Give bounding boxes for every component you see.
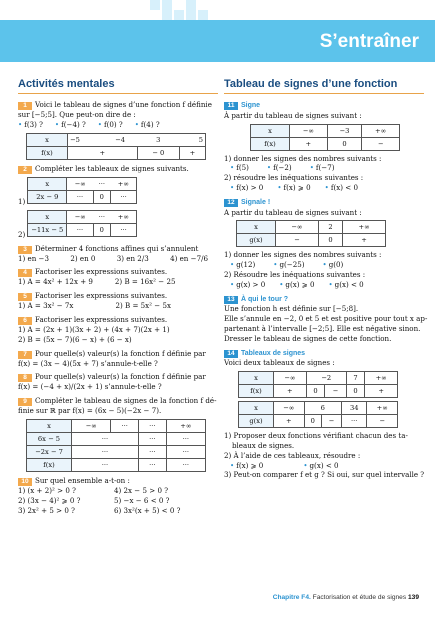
table-cell: −∞: [290, 124, 328, 137]
page-banner: [0, 0, 435, 62]
exercise-number: 12: [224, 199, 238, 207]
table-cell: −∞: [276, 221, 319, 234]
table-cell: ···: [341, 415, 366, 428]
list-item: f(0) ?: [103, 119, 123, 129]
table-cell: 2: [318, 221, 342, 234]
table-cell: −4: [103, 133, 137, 146]
decor-square: [174, 10, 184, 20]
table-cell: ···: [166, 445, 205, 458]
left-column: [18, 78, 218, 519]
chapter-label: Chapitre F4.: [272, 594, 311, 601]
list-item: 2) B = 16x² − 25: [114, 277, 176, 287]
table-cell: +∞: [362, 124, 400, 137]
question-text: bleaux de signes.: [232, 440, 295, 450]
table-cell: 0: [93, 223, 110, 236]
list-item: g(0): [328, 260, 344, 270]
exercise-text: Déterminer 4 fonctions affines qui s’annulent: [35, 243, 199, 253]
table-cell: +: [179, 146, 205, 159]
exercise-number: 13: [224, 296, 238, 304]
table-cell: +∞: [365, 372, 398, 385]
list-item: 4) 2x − 5 > 0 ?: [114, 485, 169, 495]
list-item: 2) B = 5x² − 5x: [115, 301, 171, 311]
exercise-text: Voici le tableau de signes d’une fonction f définie: [35, 100, 212, 109]
list-item: g(x) > 0: [236, 279, 266, 289]
list-item: f(−4) ?: [61, 119, 86, 129]
table-cell: 0: [93, 190, 110, 203]
table-cell: − 0: [137, 146, 179, 159]
table-cell: 0: [318, 234, 342, 247]
section-heading: Tableau de signes d’une fonction: [224, 78, 424, 94]
section-heading: Activités mentales: [18, 78, 218, 94]
sign-table: [250, 124, 400, 151]
list-item: 6) 3x²(x + 5) < 0 ?: [114, 505, 181, 515]
table-cell: +∞: [166, 419, 205, 432]
table-cell: +∞: [110, 210, 136, 223]
exercise-text: Sur quel ensemble a-t-on :: [35, 475, 130, 485]
list-item: f(3) ?: [24, 119, 43, 129]
sign-table: [26, 419, 206, 472]
exercise-text: A partir du tableau de signes suivant :: [224, 207, 362, 217]
exercise-11: 11 Signe À partir du tableau de signes suivant : x −∞ −3 +∞ f(x) + 0 − 1) donner les signes des nombres suivants : • f(5) • f(−2) • f(−7) 2) résoudre les inéquations suivantes : • f(x) > 0 • f(x) ⩾ 0 • f(x) < 0: [224, 100, 424, 193]
table-cell: g(x): [239, 415, 274, 428]
table-cell: −∞: [67, 210, 93, 223]
exercise-number: 7: [18, 351, 32, 359]
table-cell: 6: [304, 402, 341, 415]
list-item: f(x) ⩾ 0: [236, 460, 264, 470]
table-cell: ···: [166, 458, 205, 471]
exercise-12: 12 Signale ! A partir du tableau de signes suivant : x −∞ 2 +∞ g(x) − 0 + 1) donner les signes des nombres suivants : • g(12) • g(−25) • g(0) 2) Résoudre les inéquations suivantes : • g(x) > 0 • g(x) ⩾ 0 • g(x) < 0: [224, 197, 424, 290]
table-cell: x: [28, 177, 67, 190]
exercise-title: Signale !: [241, 198, 271, 206]
list-item: 4) en −7/6: [170, 253, 208, 263]
table-cell: +∞: [343, 221, 386, 234]
list-item: g(x) < 0: [334, 279, 364, 289]
page-footer: [273, 594, 419, 601]
question-text: 2) À l’aide de ces tableaux, résoudre :: [224, 450, 361, 460]
exercise-text: Factoriser les expressions suivantes.: [35, 314, 168, 324]
table-cell: 0: [304, 415, 321, 428]
exercise-14: 14 Tableaux de signes Voici deux tableaux de signes : x −∞ −2 7 +∞ f(x) + 0 − 0 + x −∞ 6 34 +∞ g(x) + 0 − ··· − 1) Proposer deux fonctions vérifiant chacun des ta- bleaux de signes. 2) À l’aide de ces tableaux, résoudre : • f(x) ⩾ 0 • g(x) < 0 3) Peut-on comparer f et g ? Si oui, sur quel intervalle ?: [224, 349, 425, 480]
table-cell: −∞: [274, 402, 305, 415]
table-cell: −11x − 5: [28, 223, 67, 236]
item-label: 1): [18, 196, 26, 206]
table-cell: f(x): [27, 458, 72, 471]
sign-table: [27, 177, 137, 204]
table-cell: −∞: [274, 372, 307, 385]
table-cell: +: [274, 415, 305, 428]
page-number: 139: [407, 594, 419, 601]
chapter-title: Factorisation et étude de signes: [312, 594, 407, 601]
table-cell: +: [290, 137, 328, 150]
decor-square: [150, 0, 160, 10]
exercise-number: 14: [224, 350, 238, 358]
table-cell: ···: [138, 419, 166, 432]
list-item: 2) en 0: [70, 253, 96, 263]
table-cell: x: [28, 210, 67, 223]
exercise-9: [18, 396, 218, 472]
decor-square: [198, 10, 208, 20]
exercise-number: 4: [18, 269, 32, 277]
table-cell: x: [239, 372, 274, 385]
table-cell: −5: [68, 133, 103, 146]
exercise-10: [18, 476, 218, 515]
table-cell: g(x): [237, 234, 276, 247]
table-cell: ···: [111, 419, 139, 432]
sign-table: [27, 210, 137, 237]
table-cell: 2x − 9: [28, 190, 67, 203]
table-cell: f(x): [251, 137, 290, 150]
table-cell: ···: [72, 458, 139, 471]
table-cell: +: [274, 385, 307, 398]
table-cell: −∞: [67, 177, 93, 190]
exercise-text: partenant à l’intervalle [−2;5]. Elle est négative sinon.: [224, 323, 421, 333]
table-cell: x: [27, 419, 72, 432]
table-cell: 0: [306, 385, 325, 398]
table-cell: +∞: [367, 402, 398, 415]
table-cell: x: [237, 221, 276, 234]
question-text: 1) Proposer deux fonctions vérifiant chacun des ta-: [224, 431, 408, 441]
table-cell: ···: [67, 223, 93, 236]
exercise-number: 9: [18, 398, 32, 406]
list-item: f(−2): [273, 163, 292, 173]
list-item: 2) B = (5x − 7)(6 − x) + (6 − x): [18, 334, 132, 344]
question-text: 1) donner les signes des nombres suivants :: [224, 250, 382, 260]
list-item: g(−25): [279, 260, 305, 270]
exercise-text: Pour quelle(s) valeur(s) la fonction f définie par: [35, 372, 206, 382]
item-label: 2): [18, 229, 26, 239]
table-cell: 6x − 5: [27, 432, 72, 445]
exercise-text: Elle s’annule en −2, 0 et 5 et est positive pour tout x ap-: [224, 314, 428, 324]
exercise-number: 5: [18, 293, 32, 301]
table-cell: ···: [93, 177, 110, 190]
table-cell: +: [68, 146, 138, 159]
list-item: f(x) > 0: [236, 182, 264, 192]
exercise-7: [18, 349, 218, 369]
table-cell: 5: [179, 133, 205, 146]
exercise-text: Voici deux tableaux de signes :: [224, 358, 335, 368]
exercise-text: sur [−5;5]. Que peut-on dire de :: [18, 110, 136, 119]
table-cell: −∞: [72, 419, 111, 432]
table-cell: ···: [138, 432, 166, 445]
table-cell: x: [251, 124, 290, 137]
table-cell: +: [343, 234, 386, 247]
exercise-text: Pour quelle(s) valeur(s) la fonction f définie par: [35, 348, 206, 358]
table-cell: f(x): [239, 385, 274, 398]
table-cell: ···: [166, 432, 205, 445]
exercise-text: À partir du tableau de signes suivant :: [224, 110, 362, 120]
table-cell: ···: [72, 432, 139, 445]
list-item: 1) (x + 2)² > 0 ?: [18, 485, 76, 495]
table-cell: −2: [306, 372, 346, 385]
exercise-6: [18, 315, 218, 345]
list-item: 3) en 2/3: [116, 253, 149, 263]
exercise-8: [18, 372, 218, 392]
table-cell: 7: [346, 372, 365, 385]
list-item: f(x) ⩾ 0: [283, 182, 311, 192]
table-cell: 3: [137, 133, 179, 146]
list-item: f(4) ?: [140, 119, 160, 129]
question-text: 2) résoudre les inéquations suivantes :: [224, 173, 364, 183]
list-item: f(5): [236, 163, 249, 173]
decor-square: [162, 0, 172, 20]
exercise-text: Factoriser les expressions suivantes.: [35, 267, 168, 277]
table-cell: ···: [93, 210, 110, 223]
table-cell: x: [239, 402, 274, 415]
list-item: 5) −x − 6 < 0 ?: [114, 495, 170, 505]
table-cell: +: [365, 385, 398, 398]
table-cell: −: [325, 385, 346, 398]
table-cell: −: [362, 137, 400, 150]
sign-table: [26, 133, 206, 160]
table-cell: ···: [67, 190, 93, 203]
table-cell: +∞: [110, 177, 136, 190]
table-cell: 34: [341, 402, 366, 415]
table-cell: 0: [327, 137, 362, 150]
exercise-number: 10: [18, 478, 32, 486]
question-text: 2) Résoudre les inéquations suivantes :: [224, 269, 366, 279]
list-item: 1) A = 3x² − 7x: [18, 301, 74, 311]
list-item: 2) (3x − 4)² ⩾ 0 ?: [18, 495, 81, 505]
exercise-text: Compléter les tableaux de signes suivants.: [35, 163, 189, 173]
exercise-number: 11: [224, 102, 238, 110]
table-cell: −: [367, 415, 398, 428]
exercise-3: [18, 244, 218, 264]
table-cell: f(x): [27, 146, 68, 159]
table-cell: ···: [138, 458, 166, 471]
question-text: 3) Peut-on comparer f et g ? Si oui, sur quel intervalle ?: [224, 470, 425, 480]
exercise-text: f(x) = (−4 + x)/(2x + 1) s’annule-t-elle ?: [18, 382, 162, 392]
sign-table: [238, 371, 398, 398]
exercise-text: Compléter le tableau de signes de la fonction f dé-: [35, 396, 217, 406]
exercise-2: [18, 164, 218, 240]
list-item: 3) 2x² + 5 > 0 ?: [18, 505, 75, 515]
exercise-4: [18, 267, 218, 287]
exercise-text: f(x) = (3x − 4)(5x + 7) s’annule-t-elle ?: [18, 358, 158, 368]
list-item: 1) A = 4x² + 12x + 9: [18, 277, 93, 287]
table-cell: ···: [110, 190, 136, 203]
list-item: 1) A = (2x + 1)(3x + 2) + (4x + 7)(2x + 1): [18, 324, 170, 334]
table-cell: −2x − 7: [27, 445, 72, 458]
list-item: f(x) < 0: [330, 182, 358, 192]
table-cell: −: [276, 234, 319, 247]
exercise-number: 2: [18, 166, 32, 174]
sign-table: [236, 220, 386, 247]
exercise-text: Une fonction h est définie sur [−5;8].: [224, 304, 359, 314]
exercise-title: Tableaux de signes: [241, 349, 306, 357]
exercise-13: [224, 294, 428, 344]
table-cell: 0: [346, 385, 365, 398]
exercise-5: [18, 291, 218, 311]
page-title: S’entraîner: [319, 31, 419, 52]
list-item: g(x) ⩾ 0: [285, 279, 315, 289]
exercise-1: 1 Voici le tableau de signes d’une fonction f définie sur [−5;5]. Que peut-on dire de : • f(3) ? • f(−4) ? • f(0) ? • f(4) ? x −5 −4 3 5 f(x) + − 0 +: [18, 100, 218, 160]
decor-square: [186, 0, 196, 20]
table-cell: −3: [327, 124, 362, 137]
table-cell: ···: [72, 445, 139, 458]
exercise-number: 1: [18, 102, 32, 110]
exercise-number: 8: [18, 374, 32, 382]
sign-table: [238, 401, 398, 428]
table-cell: ···: [138, 445, 166, 458]
exercise-text: Dresser le tableau de signes de cette fonction.: [224, 333, 392, 343]
list-item: g(12): [236, 260, 256, 270]
question-text: 1) donner les signes des nombres suivants :: [224, 153, 382, 163]
table-cell: −: [321, 415, 341, 428]
exercise-number: 3: [18, 246, 32, 254]
right-column: [224, 78, 428, 484]
exercise-number: 6: [18, 317, 32, 325]
exercise-text: Factoriser les expressions suivantes.: [35, 291, 168, 301]
table-cell: x: [27, 133, 68, 146]
exercise-title: Signe: [241, 102, 261, 109]
exercise-text: finie sur ℝ par f(x) = (6x − 5)(−2x − 7).: [18, 406, 162, 416]
list-item: g(x) < 0: [309, 460, 339, 470]
table-cell: ···: [110, 223, 136, 236]
list-item: 1) en −3: [18, 253, 50, 263]
exercise-title: À qui le tour ?: [241, 295, 289, 303]
list-item: f(−7): [315, 163, 335, 173]
